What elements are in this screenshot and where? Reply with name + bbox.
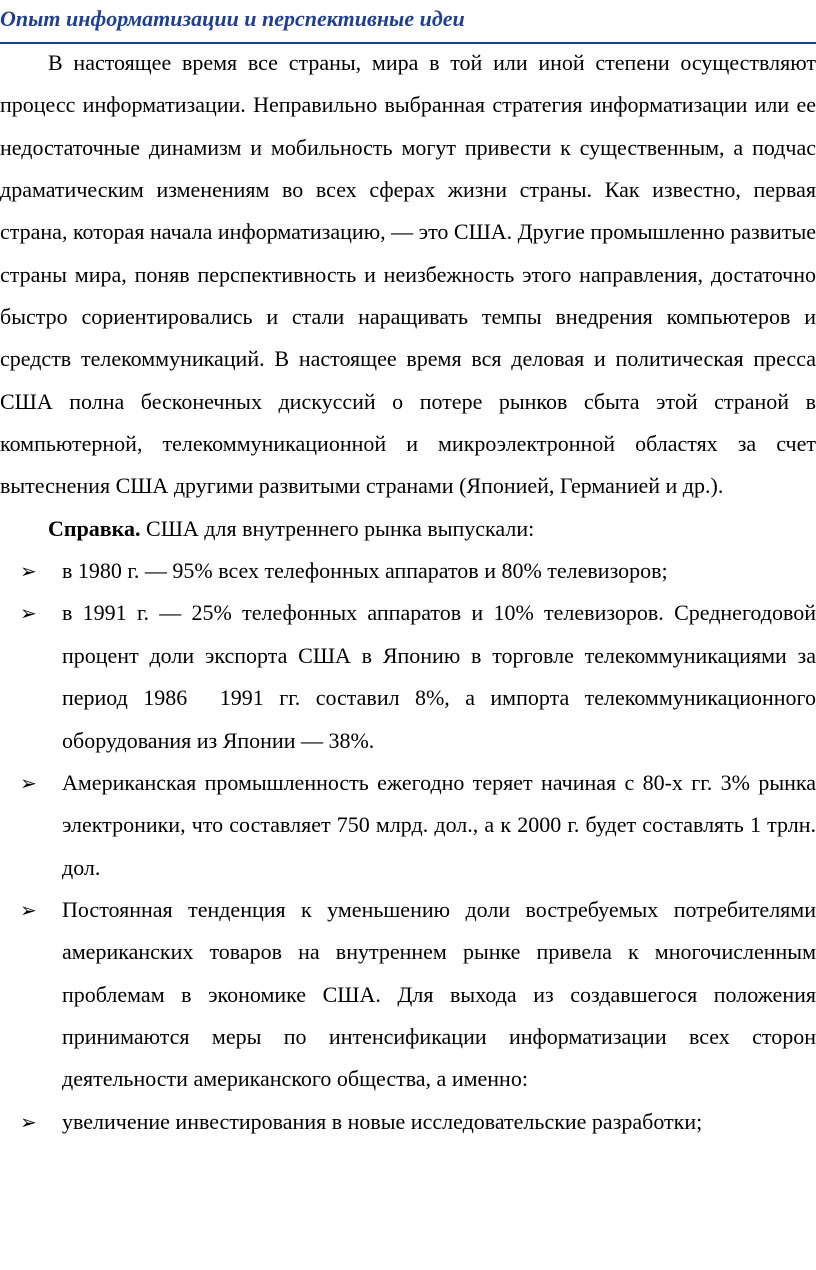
arrow-bullet-icon: ➢	[20, 601, 37, 626]
document-header	[0, 4, 816, 44]
list-item-text: в 1991 г. — 25% телефонных аппаратов и 10% телевизоров. Среднегодовой процент доли экспорта США в Японию в торговле телекоммуникациями за период 1986 1991 гг. составил 8%, а импорта телекоммуникационного оборудования из Японии — 38%.	[62, 600, 816, 753]
list-item-text: в 1980 г. — 95% всех телефонных аппаратов и 80% телевизоров;	[62, 558, 668, 584]
document-title: Опыт информатизации и перспективные идеи	[0, 6, 465, 31]
reference-paragraph	[0, 508, 816, 550]
reference-label: Справка.	[48, 515, 141, 541]
list-item	[0, 592, 816, 761]
list-item-text: увеличение инвестирования в новые исследовательские разработки;	[62, 1108, 703, 1134]
intro-paragraph: В настоящее время все страны, мира в той или иной степени осуществляют процесс информатизации. Неправильно выбранная стратегия информатизации или ее недостаточные динамизм и мобильность могут привести к существенным, а подчас драматическим изменениям во всех сферах жизни страны. Как известно, первая страна, которая начала информатизацию, — это США. Другие промышленно развитые страны мира, поняв перспективность и неизбежность этого направления, достаточно быстро сориентировались и стали наращивать темпы внедрения компьютеров и средств телекоммуникаций. В настоящее время вся деловая и политическая пресса США полна бесконечных дискуссий о потере рынков сбыта этой страной в компьютерной, телекоммуникационной и микроэлектронной областях за счет вытеснения США другими развитыми странами (Японией, Германией и др.).	[0, 50, 816, 499]
arrow-bullet-icon: ➢	[20, 1109, 37, 1134]
arrow-bullet-icon: ➢	[20, 770, 37, 795]
arrow-bullet-icon: ➢	[20, 897, 37, 922]
reference-text: США для внутреннего рынка выпускали:	[140, 515, 535, 541]
list-item	[0, 889, 816, 1101]
bullet-list	[0, 550, 816, 1143]
list-item-text: Постоянная тенденция к уменьшению доли востребуемых потребителями американских товаров на внутреннем рынке привела к многочисленным проблемам в экономике США. Для выхода из создавшегося положения принимаются меры по интенсификации информатизации всех сторон деятельности американского общества, а именно:	[62, 896, 816, 1092]
list-item	[0, 550, 816, 592]
list-item	[0, 1101, 816, 1143]
list-item	[0, 762, 816, 889]
arrow-bullet-icon: ➢	[20, 559, 37, 584]
list-item-text: Американская промышленность ежегодно теряет начиная с 80-х гг. 3% рынка электроники, что составляет 750 млрд. дол., а к 2000 г. будет составлять 1 трлн. дол.	[62, 769, 816, 880]
document-body	[0, 42, 816, 1143]
